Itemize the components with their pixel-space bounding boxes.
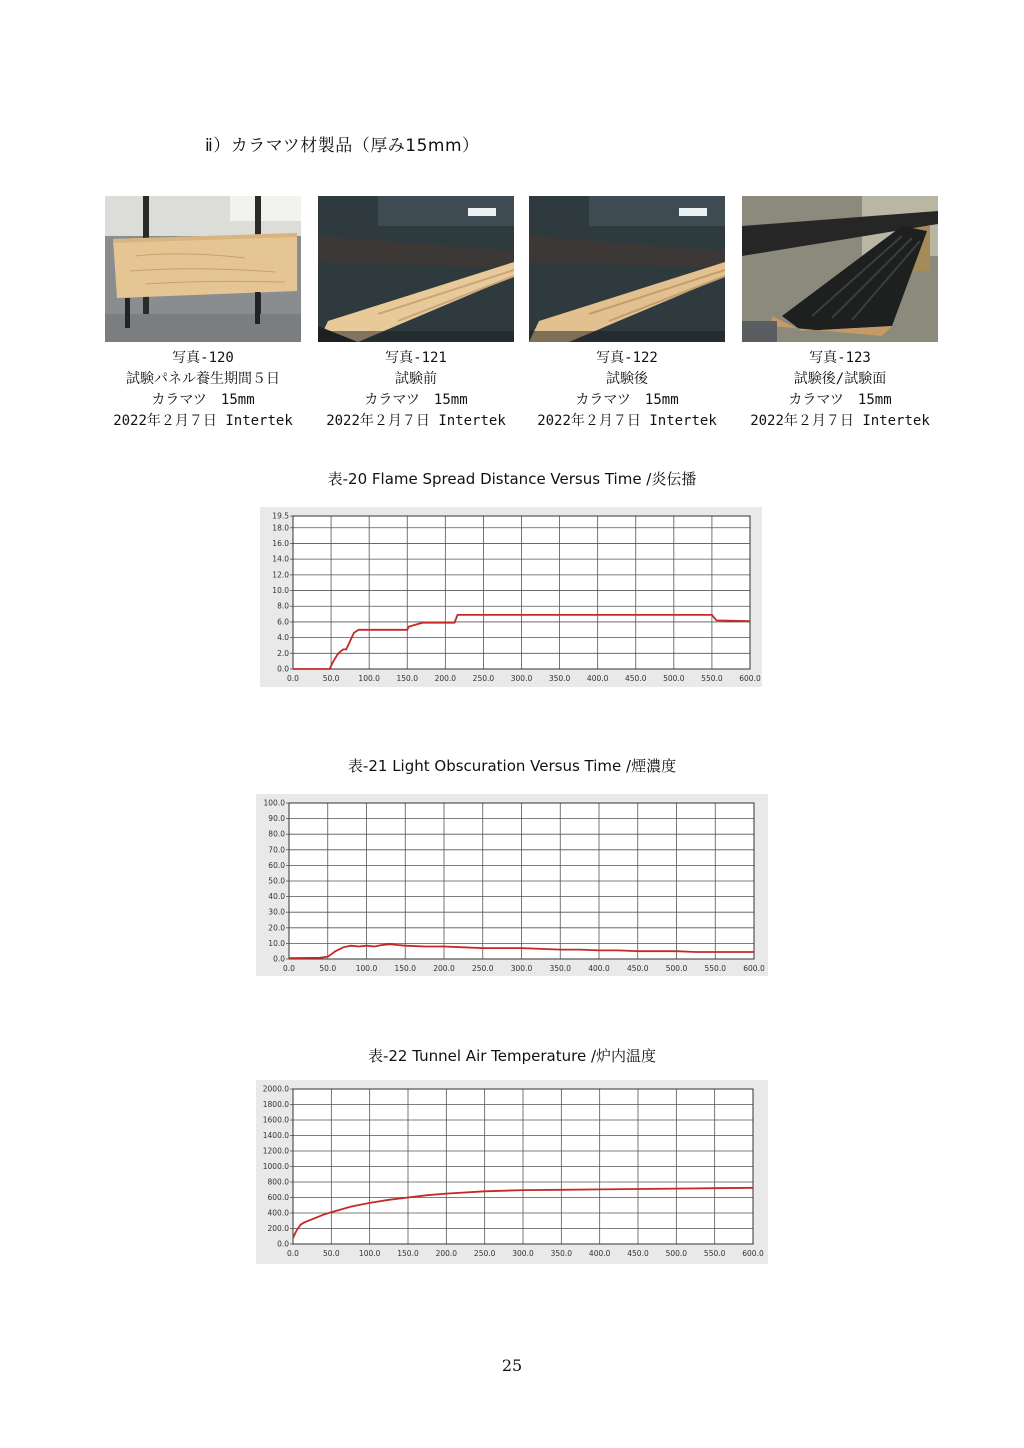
x-tick-label: 250.0 — [472, 964, 494, 973]
x-tick-label: 500.0 — [665, 1249, 688, 1258]
y-tick-label: 4.0 — [277, 633, 289, 643]
y-tick-label: 60.0 — [268, 860, 285, 870]
y-tick-label: 2000.0 — [262, 1084, 289, 1094]
x-tick-label: 400.0 — [588, 1249, 611, 1258]
y-tick-label: 1800.0 — [262, 1100, 289, 1109]
x-tick-label: 550.0 — [701, 674, 723, 683]
y-tick-label: 400.0 — [267, 1208, 289, 1218]
photo-charred-surface — [742, 196, 938, 342]
x-tick-label: 50.0 — [322, 674, 340, 683]
photo-caption: 写真-121 試験前 カラマツ 15mm 2022年２月７日 Intertek — [326, 350, 506, 429]
y-tick-label: 40.0 — [268, 892, 285, 902]
y-tick-label: 0.0 — [277, 664, 289, 674]
y-tick-label: 6.0 — [277, 617, 289, 627]
smoke-chart-title: 表-21 Light Obscuration Versus Time /煙濃度 — [347, 757, 677, 775]
x-tick-label: 150.0 — [396, 674, 418, 683]
y-tick-label: 800.0 — [267, 1177, 289, 1187]
light-obscuration-chart — [256, 794, 768, 976]
x-tick-label: 250.0 — [473, 1249, 496, 1258]
photo-caption: 写真-122 試験後 カラマツ 15mm 2022年２月７日 Intertek — [537, 350, 717, 429]
y-tick-label: 200.0 — [267, 1224, 289, 1233]
photo-before-test — [318, 196, 514, 342]
x-tick-label: 300.0 — [510, 674, 533, 683]
y-tick-label: 19.5 — [272, 511, 289, 521]
x-tick-label: 550.0 — [704, 964, 726, 973]
temperature-chart-title: 表-22 Tunnel Air Temperature /炉内温度 — [367, 1047, 657, 1065]
y-tick-label: 1200.0 — [262, 1146, 289, 1156]
x-tick-label: 350.0 — [548, 674, 571, 683]
y-tick-label: 1400.0 — [262, 1131, 289, 1140]
y-tick-label: 2.0 — [277, 648, 289, 658]
x-tick-label: 100.0 — [355, 964, 378, 973]
y-tick-label: 18.0 — [272, 523, 289, 533]
y-tick-label: 90.0 — [268, 814, 285, 824]
y-tick-label: 100.0 — [263, 798, 285, 808]
x-tick-label: 100.0 — [358, 674, 380, 683]
y-tick-label: 1000.0 — [262, 1162, 289, 1171]
x-tick-label: 50.0 — [319, 964, 337, 973]
y-tick-label: 10.0 — [272, 586, 289, 596]
x-tick-label: 500.0 — [665, 964, 688, 973]
x-tick-label: 200.0 — [435, 1249, 458, 1258]
x-tick-label: 600.0 — [742, 1249, 764, 1258]
y-tick-label: 30.0 — [268, 907, 285, 917]
x-tick-label: 0.0 — [283, 964, 295, 973]
y-tick-label: 0.0 — [273, 954, 285, 964]
x-tick-label: 450.0 — [627, 1249, 649, 1258]
x-tick-label: 200.0 — [434, 674, 457, 683]
photo-after-test — [529, 196, 725, 342]
x-tick-label: 600.0 — [743, 964, 765, 973]
y-tick-label: 16.0 — [272, 538, 289, 548]
x-tick-label: 400.0 — [586, 674, 609, 683]
x-tick-label: 500.0 — [663, 674, 685, 683]
x-tick-label: 0.0 — [287, 674, 299, 683]
x-tick-label: 600.0 — [739, 674, 761, 683]
y-tick-label: 12.0 — [272, 570, 289, 580]
flame-spread-chart — [260, 507, 762, 687]
y-tick-label: 70.0 — [268, 845, 285, 855]
photo-caption: 写真-123 試験後/試験面 カラマツ 15mm 2022年２月７日 Intertek — [750, 350, 930, 429]
photo-caption: 写真-120 試験パネル養生期間５日 カラマツ 15mm 2022年２月７日 Intertek — [113, 350, 293, 429]
y-tick-label: 1600.0 — [262, 1115, 289, 1125]
x-tick-label: 150.0 — [397, 1249, 419, 1258]
x-tick-label: 0.0 — [287, 1249, 299, 1258]
x-tick-label: 50.0 — [322, 1249, 340, 1258]
y-tick-label: 20.0 — [268, 923, 285, 933]
x-tick-label: 200.0 — [433, 964, 455, 973]
x-tick-label: 300.0 — [512, 1249, 534, 1258]
page-number: 25 — [501, 1356, 523, 1375]
x-tick-label: 350.0 — [550, 1249, 573, 1258]
y-tick-label: 80.0 — [268, 829, 285, 839]
y-tick-label: 8.0 — [277, 601, 289, 611]
x-tick-label: 300.0 — [510, 964, 533, 973]
x-tick-label: 450.0 — [625, 674, 647, 683]
x-tick-label: 550.0 — [703, 1249, 726, 1258]
photo-test-panel — [105, 196, 301, 342]
section-heading: ⅱ）カラマツ材製品（厚み15mm） — [205, 136, 480, 156]
x-tick-label: 150.0 — [394, 964, 416, 973]
y-tick-label: 10.0 — [268, 938, 285, 948]
y-tick-label: 0.0 — [277, 1239, 289, 1249]
tunnel-temperature-chart — [256, 1080, 768, 1264]
flame-chart-title: 表-20 Flame Spread Distance Versus Time /炎伝播 — [327, 470, 697, 488]
y-tick-label: 50.0 — [268, 876, 285, 886]
y-tick-label: 600.0 — [267, 1193, 289, 1202]
x-tick-label: 250.0 — [472, 674, 495, 683]
y-tick-label: 14.0 — [272, 554, 289, 564]
x-tick-label: 350.0 — [549, 964, 571, 973]
x-tick-label: 450.0 — [627, 964, 649, 973]
x-tick-label: 400.0 — [588, 964, 610, 973]
x-tick-label: 100.0 — [358, 1249, 381, 1258]
